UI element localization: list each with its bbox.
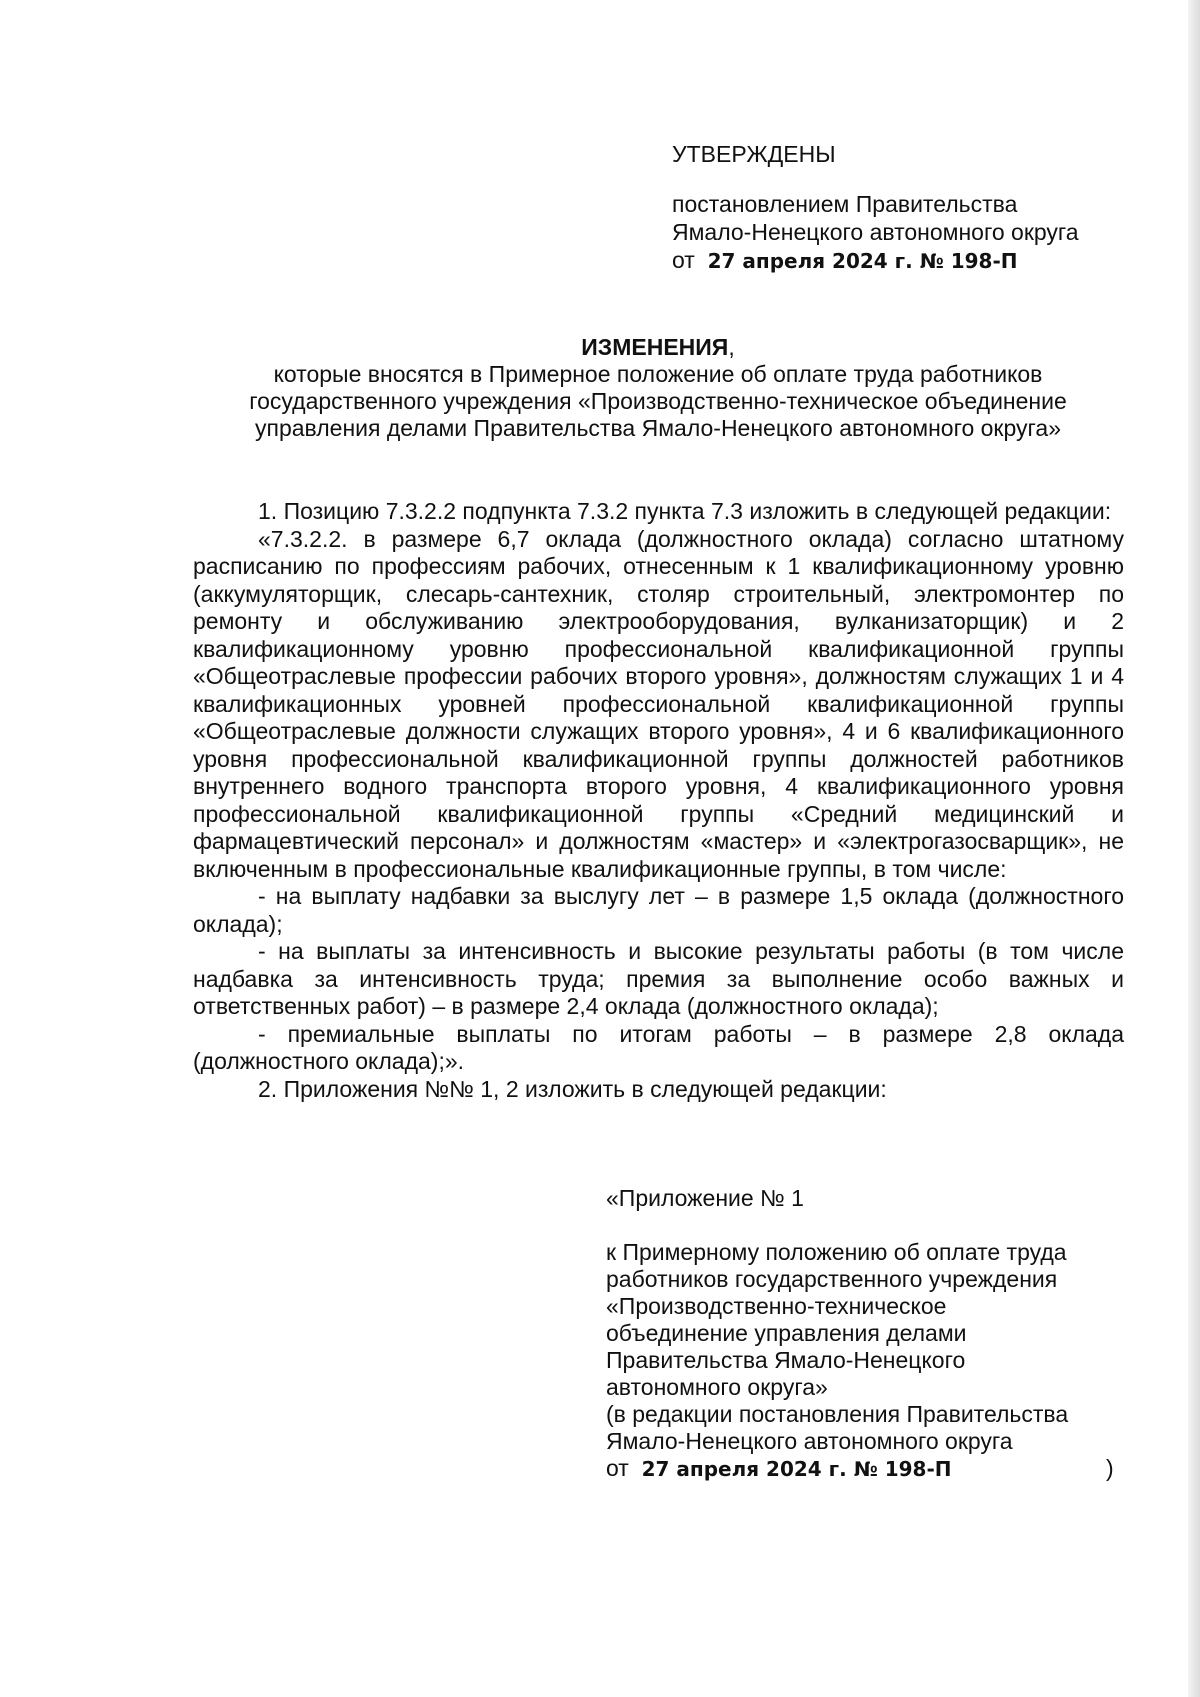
body-paragraph-5: - премиальные выплаты по итогам работы – в размере 2,8 оклада (должностного оклада);».: [193, 1020, 1124, 1074]
annex-line-5: Правительства Ямало-Ненецкого: [606, 1347, 966, 1373]
body-paragraph-1: 1. Позицию 7.3.2.2 подпункта 7.3.2 пункта 7.3 изложить в следующей редакции:: [258, 498, 1112, 524]
body-paragraph-3: - на выплату надбавки за выслугу лет – в размере 1,5 оклада (должностного оклада);: [193, 883, 1124, 937]
title-line-3: управления делами Правительства Ямало-Ненецкого автономного округа»: [255, 415, 1061, 441]
annex-close-paren: ): [1106, 1455, 1114, 1481]
title-line-2: государственного учреждения «Производственно-техническое объединение: [249, 388, 1067, 414]
approval-line-2: Ямало-Ненецкого автономного округа: [672, 219, 1079, 245]
annex-line-4: объединение управления делами: [606, 1320, 967, 1346]
body-paragraph-2: «7.3.2.2. в размере 6,7 оклада (должностного оклада) согласно штатному расписанию по профессиям рабочих, отнесенным к 1 квалификационному уровню (аккумуляторщик, слесарь-сантехник, столяр строительный, электромонтер по ремонту и обслуживанию электрооборудования, вулканизаторщик) и 2 квалификационному уровню профессиональной квалификационной группы «Общеотраслевые профессии рабочих второго уровня», должностям служащих 1 и 4 квалификационных уровней профессиональной квалификационной группы «Общеотраслевые должности служащих второго уровня», 4 и 6 квалификационного уровня профессиональной квалификационной группы должностей работников внутреннего водного транспорта второго уровня, 4 квалификационного уровня профессиональной квалификационной группы «Средний медицинский и фармацевтический персонал» и должностям «мастер» и «электрогазосварщик», не включенным в профессиональные квалификационные группы, в том числе:: [193, 525, 1124, 882]
annex-date-prefix: от: [606, 1455, 629, 1481]
approval-stamp-block: [672, 140, 1152, 275]
annex-line-2: работников государственного учреждения: [606, 1266, 1058, 1292]
annex-date-reference: 27 апреля 2024 г. № 198-П: [641, 1457, 952, 1481]
annex-header-block: [606, 1185, 1126, 1483]
page-edge-shadow: [1188, 0, 1200, 1697]
annex-line-6: автономного округа»: [606, 1374, 828, 1400]
approval-line-1: постановлением Правительства: [672, 191, 1018, 217]
body-paragraph-6: 2. Приложения №№ 1, 2 изложить в следующей редакции:: [258, 1075, 887, 1102]
body-paragraph-4: - на выплаты за интенсивность и высокие результаты работы (в том числе надбавка за интенсивность труда; премия за выполнение особо важных и ответственных работ) – в размере 2,4 оклада (должностного оклада);: [193, 938, 1124, 1019]
title-heading-suffix: ,: [728, 334, 735, 360]
annex-title: «Приложение № 1: [606, 1185, 804, 1211]
title-heading-line: [193, 334, 1123, 361]
approval-date-prefix: от: [672, 247, 695, 273]
annex-line-1: к Примерному положению об оплате труда: [606, 1239, 1067, 1265]
annex-date-line: [606, 1455, 1126, 1483]
title-line-1: которые вносятся в Примерное положение об оплате труда работников: [273, 361, 1043, 387]
title-heading: ИЗМЕНЕНИЯ: [581, 334, 729, 360]
document-body: [193, 498, 1124, 1103]
annex-line-8: Ямало-Ненецкого автономного округа: [606, 1428, 1013, 1454]
approval-date-reference: 27 апреля 2024 г. № 198-П: [707, 249, 1018, 273]
approved-label: УТВЕРЖДЕНЫ: [672, 141, 836, 167]
document-title: [193, 334, 1123, 442]
annex-line-7: (в редакции постановления Правительства: [606, 1401, 1069, 1427]
annex-line-3: «Производственно-техническое: [606, 1293, 947, 1319]
approval-date-line: [672, 246, 1152, 275]
